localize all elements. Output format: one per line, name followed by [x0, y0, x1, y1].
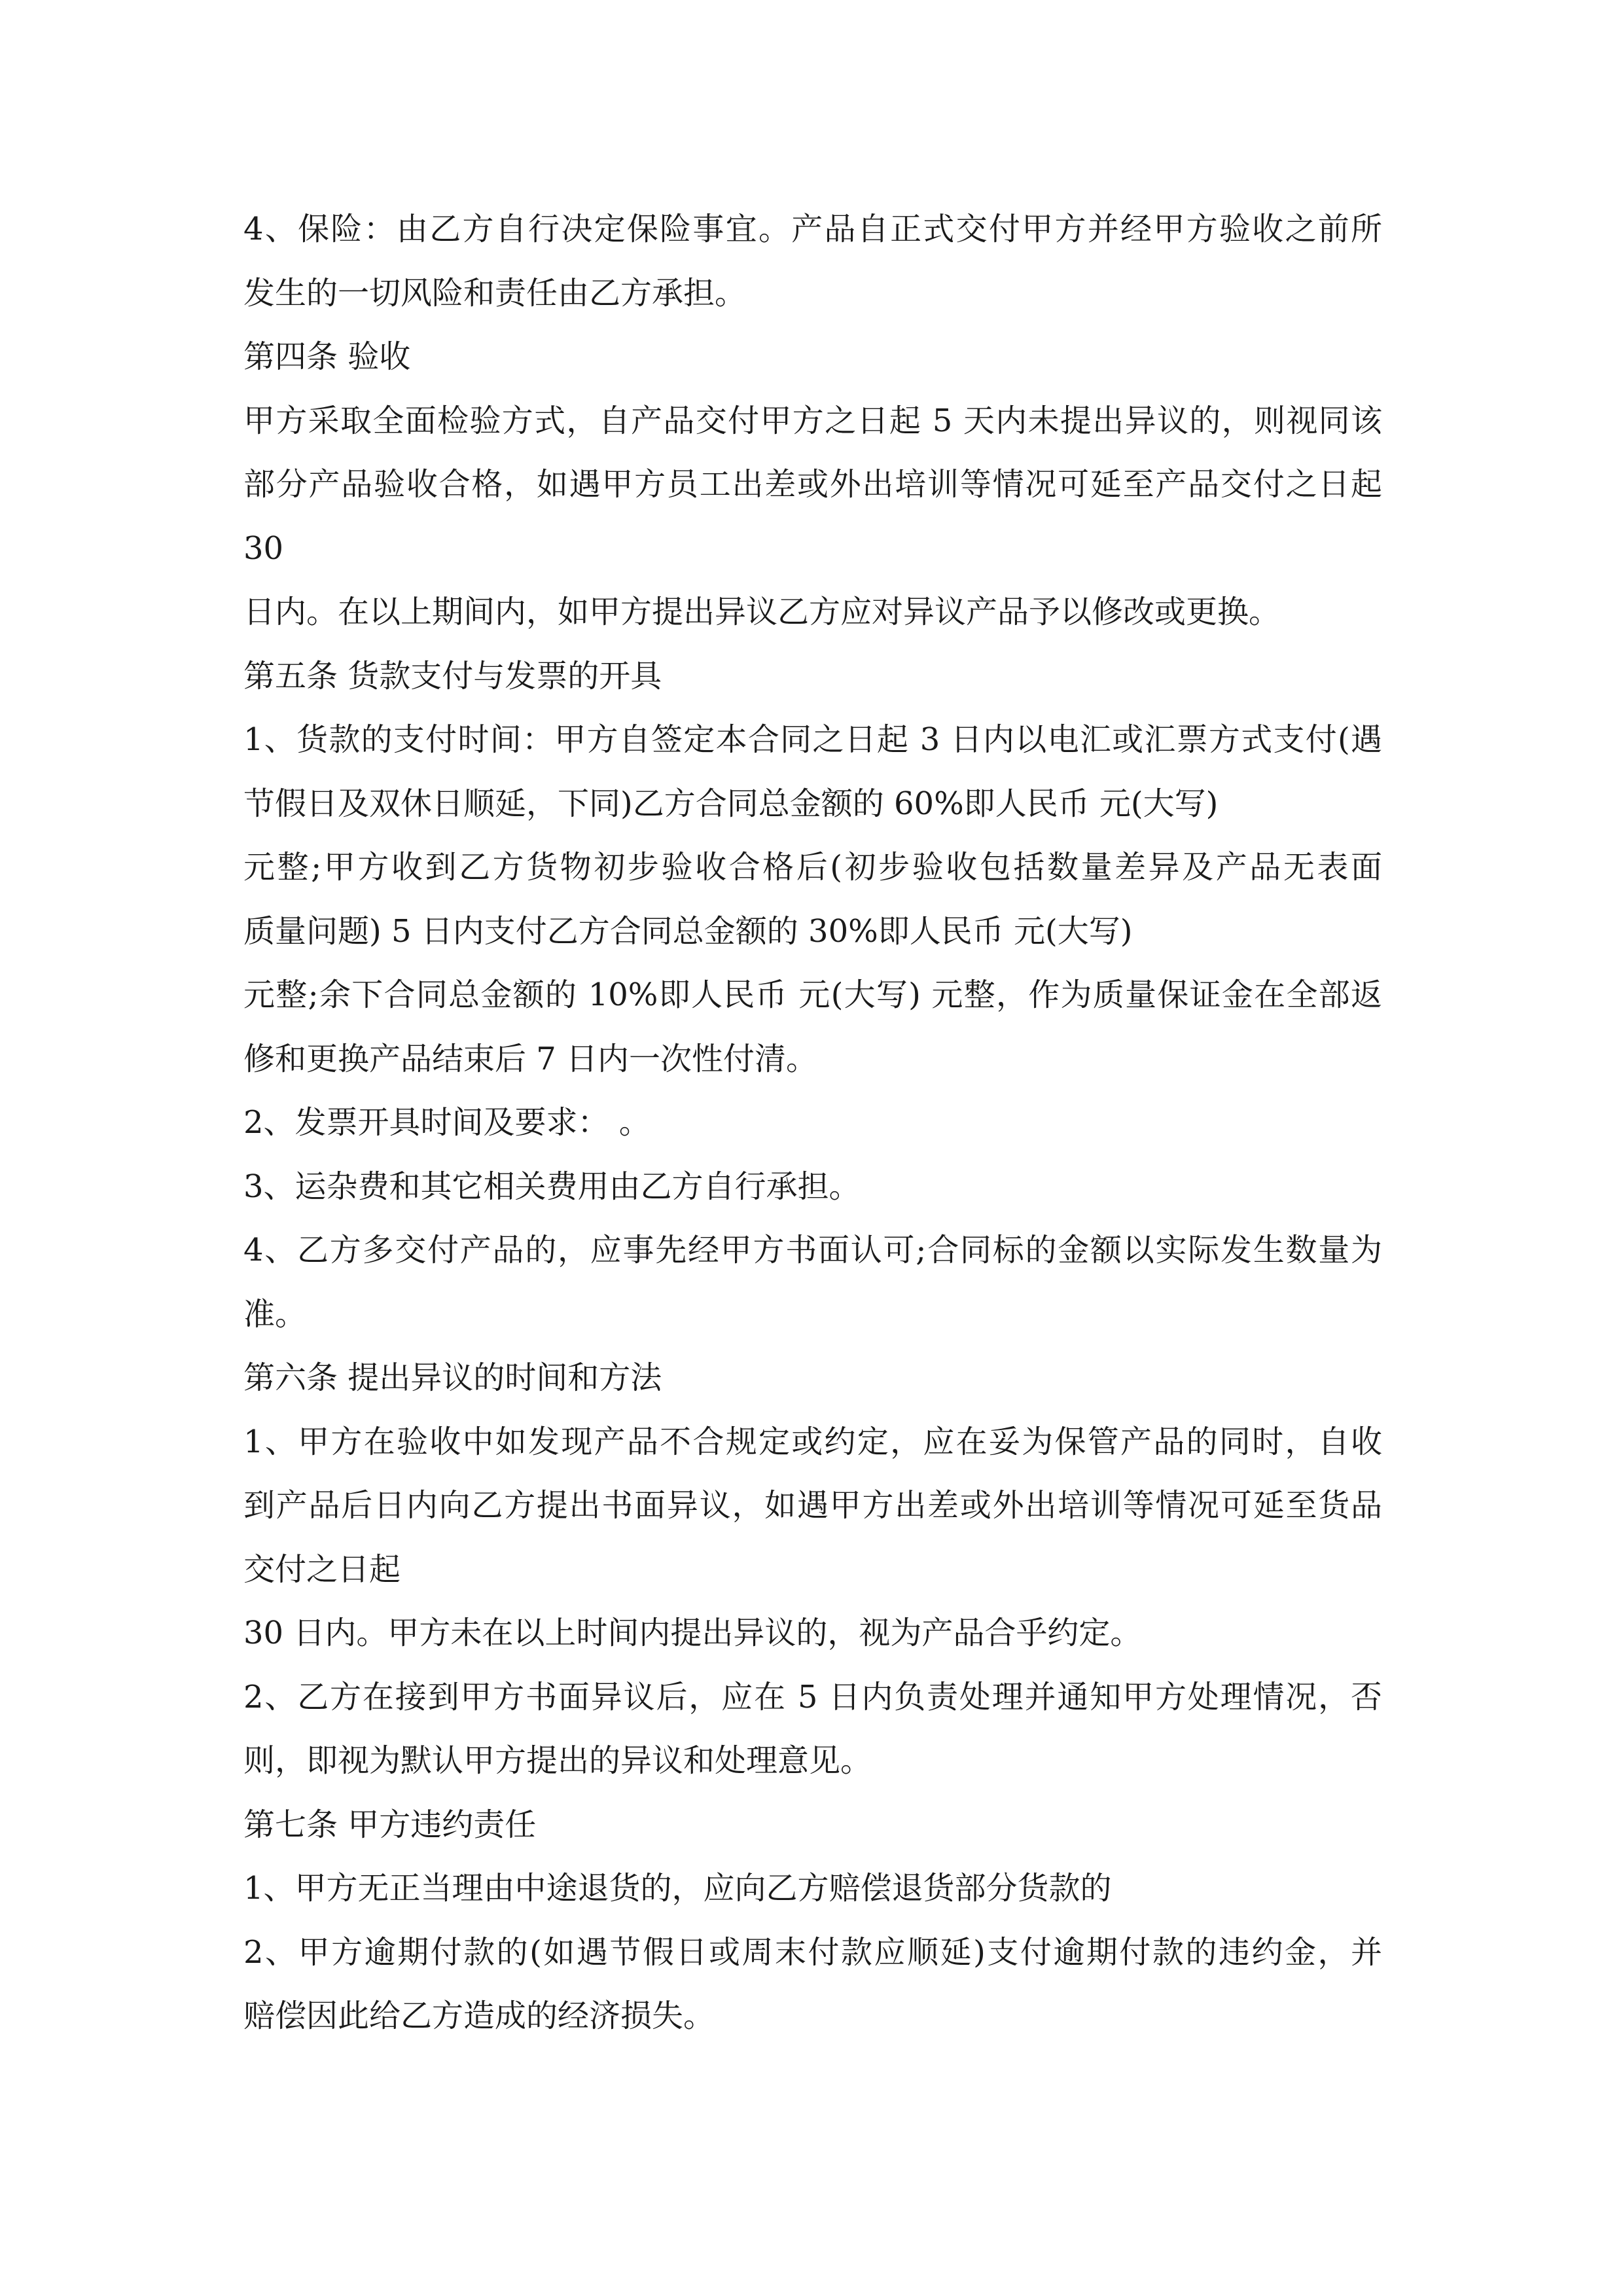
paragraph-line: 修和更换产品结束后 7 日内一次性付清。 — [243, 1040, 818, 1077]
paragraph-line: 质量问题) 5 日内支付乙方合同总金额的 30%即人民币 元(大写) — [243, 912, 1133, 950]
paragraph-line: 元整;余下合同总金额的 10%即人民币 元(大写) 元整，作为质量保证金在全部返 — [243, 977, 1382, 1013]
paragraph-line: 30 — [243, 529, 284, 567]
paragraph-line: 日内。在以上期间内，如甲方提出异议乙方应对异议产品予以修改或更换。 — [243, 594, 1281, 630]
paragraph-line: 到产品后日内向乙方提出书面异议，如遇甲方出差或外出培训等情况可延至货品 — [243, 1487, 1382, 1524]
paragraph-line: 1、货款的支付时间：甲方自签定本合同之日起 3 日内以电汇或汇票方式支付(遇 — [243, 721, 1382, 758]
section-heading: 第六条 提出异议的时间和方法 — [243, 1359, 662, 1396]
paragraph-line: 部分产品验收合格，如遇甲方员工出差或外出培训等情况可延至产品交付之日起 — [243, 466, 1382, 503]
paragraph-line: 交付之日起 — [243, 1551, 401, 1588]
paragraph-line: 节假日及双休日顺延，下同)乙方合同总金额的 60%即人民币 元(大写) — [243, 785, 1219, 822]
paragraph-line: 4、保险：由乙方自行决定保险事宜。产品自正式交付甲方并经甲方验收之前所 — [243, 211, 1382, 247]
paragraph-line: 30 日内。甲方未在以上时间内提出异议的，视为产品合乎约定。 — [243, 1615, 1142, 1651]
paragraph-line: 1、甲方无正当理由中途退货的，应向乙方赔偿退货部分货款的 — [243, 1870, 1112, 1907]
paragraph-line: 3、运杂费和其它相关费用由乙方自行承担。 — [243, 1168, 861, 1205]
paragraph-line: 4、乙方多交付产品的，应事先经甲方书面认可;合同标的金额以实际发生数量为 — [243, 1232, 1382, 1268]
section-heading: 第五条 货款支付与发票的开具 — [243, 657, 662, 694]
paragraph-line: 1、甲方在验收中如发现产品不合规定或约定，应在妥为保管产品的同时，自收 — [243, 1423, 1382, 1460]
paragraph-line: 元整;甲方收到乙方货物初步验收合格后(初步验收包括数量差异及产品无表面 — [243, 849, 1382, 886]
paragraph-line: 准。 — [243, 1295, 307, 1333]
paragraph-line: 2、乙方在接到甲方书面异议后，应在 5 日内负责处理并通知甲方处理情况，否 — [243, 1678, 1382, 1715]
paragraph-line: 甲方采取全面检验方式，自产品交付甲方之日起 5 天内未提出异议的，则视同该 — [243, 402, 1382, 439]
paragraph-line: 2、甲方逾期付款的(如遇节假日或周末付款应顺延)支付逾期付款的违约金，并 — [243, 1933, 1382, 1971]
paragraph-line: 赔偿因此给乙方造成的经济损失。 — [243, 1998, 715, 2034]
section-heading: 第四条 验收 — [243, 338, 411, 375]
paragraph-line: 则，即视为默认甲方提出的异议和处理意见。 — [243, 1742, 872, 1779]
section-heading: 第七条 甲方违约责任 — [243, 1806, 537, 1843]
paragraph-line: 2、发票开具时间及要求： 。 — [243, 1104, 651, 1141]
paragraph-line: 发生的一切风险和责任由乙方承担。 — [243, 274, 747, 312]
contract-text — [243, 198, 1382, 2049]
